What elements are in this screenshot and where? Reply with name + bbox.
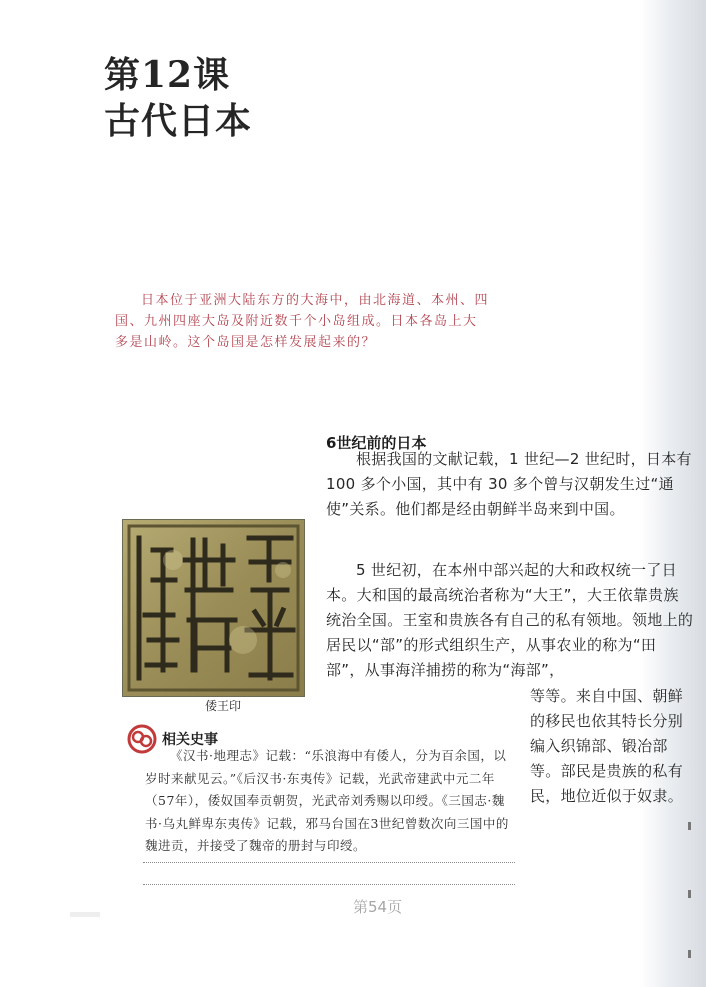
faint-mark [70, 912, 100, 917]
related-history-title: 相关史事 [162, 732, 218, 748]
lesson-title [104, 52, 252, 144]
divider [143, 884, 515, 885]
lesson-name: 古代日本 [104, 100, 253, 142]
body-paragraph-1: 根据我国的文献记载，1 世纪—2 世纪时，日本有 100 多个小国，其中有 30 多个曾与汉朝发生过“通使”关系。他们都是经由朝鲜半岛来到中国。 [326, 450, 692, 518]
seal-image [122, 519, 305, 697]
related-history-text: 《汉书·地理志》记载：“乐浪海中有倭人，分为百余国，以岁时来献见云。”《后汉书·东夷传》记载，光武帝建武中元二年（57年），倭奴国奉贡朝贺，光武帝刘秀赐以印绶。《三国志·魏书·乌丸鲜卑东夷传》记载，邪马台国在3世纪曾数次向三国中的魏进贡，并接受了魏帝的册封与印绶。 [145, 748, 509, 853]
intro-paragraph: 日本位于亚洲大陆东方的大海中，由北海道、本州、四国、九州四座大岛及附近数千个小岛组成。日本各岛上大多是山岭。这个岛国是怎样发展起来的？ [115, 293, 490, 350]
divider [143, 862, 515, 863]
body-paragraph-2: 5 世纪初，在本州中部兴起的大和政权统一了日本。大和国的最高统治者称为“大王”，大王依靠贵族统治全国。王室和贵族各有自己的私有领地。领地上的居民以“部”的形式组织生产，从事农业的称为“田部”，从事海洋捕捞的称为“海部”， [326, 561, 694, 679]
section-heading: 6世纪前的日本 [326, 434, 427, 452]
body-paragraph-2-continued: 等等。来自中国、朝鲜的移民也依其特长分别编入织锦部、锻冶部等。部民是贵族的私有民，地位近似于奴隶。 [530, 687, 684, 805]
edge-mark [688, 890, 691, 898]
edge-mark [688, 950, 691, 958]
page-number: 第54页 [353, 898, 403, 916]
lesson-number: 第12课 [104, 54, 231, 96]
figure-caption: 倭王印 [205, 699, 242, 713]
edge-mark [688, 822, 691, 830]
